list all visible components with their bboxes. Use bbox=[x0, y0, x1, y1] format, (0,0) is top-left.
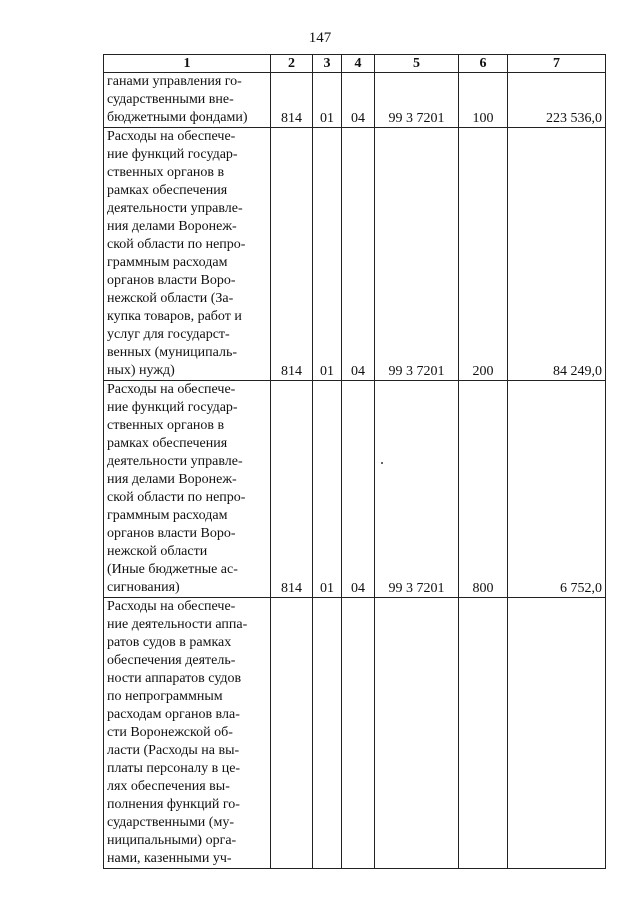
description-line: Расходы на обеспече- bbox=[107, 129, 236, 144]
cell-section: 01 bbox=[313, 73, 342, 128]
description-line: нежской области bbox=[107, 544, 208, 559]
row-description bbox=[104, 73, 271, 128]
description-line: граммным расходам bbox=[107, 508, 228, 523]
cell-code bbox=[271, 598, 313, 869]
description-line: ния делами Воронеж- bbox=[107, 219, 237, 234]
cell-subsection: 04 bbox=[342, 128, 375, 381]
table-row bbox=[104, 128, 606, 381]
header-col-1: 1 bbox=[104, 55, 271, 73]
description-line: граммным расходам bbox=[107, 255, 228, 270]
description-line: полнения функций го- bbox=[107, 797, 240, 812]
description-line: органов власти Воро- bbox=[107, 273, 236, 288]
description-line: сударственными (му- bbox=[107, 815, 234, 830]
cell-target: 99 3 7201 bbox=[375, 128, 459, 381]
table-body bbox=[104, 73, 606, 869]
cell-code: 814 bbox=[271, 381, 313, 598]
cell-section: 01 bbox=[313, 381, 342, 598]
description-line: ние функций государ- bbox=[107, 147, 238, 162]
cell-section: 01 bbox=[313, 128, 342, 381]
description-line: ности аппаратов судов bbox=[107, 671, 242, 686]
description-line: платы персоналу в це- bbox=[107, 761, 241, 776]
description-line: ния делами Воронеж- bbox=[107, 472, 237, 487]
header-col-6: 6 bbox=[459, 55, 508, 73]
description-line: ственных органов в bbox=[107, 418, 225, 433]
cell-target bbox=[375, 598, 459, 869]
table-row bbox=[104, 73, 606, 128]
description-line: ние деятельности аппа- bbox=[107, 617, 248, 632]
row-description bbox=[104, 128, 271, 381]
description-line: Расходы на обеспече- bbox=[107, 599, 236, 614]
cell-type bbox=[459, 598, 508, 869]
table-row bbox=[104, 598, 606, 869]
cell-target: 99 3 7201 bbox=[375, 381, 459, 598]
description-line: рамках обеспечения bbox=[107, 436, 228, 451]
row-description bbox=[104, 598, 271, 869]
cell-code: 814 bbox=[271, 73, 313, 128]
cell-subsection bbox=[342, 598, 375, 869]
description-line: ласти (Расходы на вы- bbox=[107, 743, 240, 758]
description-line: обеспечения деятель- bbox=[107, 653, 236, 668]
cell-code: 814 bbox=[271, 128, 313, 381]
cell-type: 200 bbox=[459, 128, 508, 381]
header-col-5: 5 bbox=[375, 55, 459, 73]
description-line: нами, казенными уч- bbox=[107, 851, 232, 866]
cell-target: 99 3 7201 bbox=[375, 73, 459, 128]
description-line: ственных органов в bbox=[107, 165, 225, 180]
description-line: ской области по непро- bbox=[107, 237, 246, 252]
description-line: нежской области (За- bbox=[107, 291, 234, 306]
cell-amount: 84 249,0 bbox=[508, 128, 606, 381]
description-line: ратов судов в рамках bbox=[107, 635, 232, 650]
header-col-3: 3 bbox=[313, 55, 342, 73]
description-line: ных) нужд) bbox=[107, 363, 175, 378]
cell-type: 800 bbox=[459, 381, 508, 598]
cell-subsection: 04 bbox=[342, 381, 375, 598]
description-line: Расходы на обеспече- bbox=[107, 382, 236, 397]
description-line: рамках обеспечения bbox=[107, 183, 228, 198]
description-line: купка товаров, работ и bbox=[107, 309, 242, 324]
description-line: расходам органов вла- bbox=[107, 707, 240, 722]
header-col-2: 2 bbox=[271, 55, 313, 73]
table-row bbox=[104, 381, 606, 598]
table-header-row bbox=[104, 55, 606, 73]
description-line: деятельности управле- bbox=[107, 201, 243, 216]
description-line: сигнования) bbox=[107, 580, 180, 595]
description-line: по непрограммным bbox=[107, 689, 223, 704]
description-line: сти Воронежской об- bbox=[107, 725, 233, 740]
cell-amount: 6 752,0 bbox=[508, 381, 606, 598]
scan-speck bbox=[381, 462, 383, 464]
description-line: ниципальными) орга- bbox=[107, 833, 237, 848]
cell-amount bbox=[508, 598, 606, 869]
description-line: лях обеспечения вы- bbox=[107, 779, 230, 794]
row-description bbox=[104, 381, 271, 598]
description-line: (Иные бюджетные ас- bbox=[107, 562, 238, 577]
description-line: органов власти Воро- bbox=[107, 526, 236, 541]
header-col-4: 4 bbox=[342, 55, 375, 73]
page-number: 147 bbox=[308, 30, 332, 46]
description-line: услуг для государст- bbox=[107, 327, 230, 342]
description-line: деятельности управле- bbox=[107, 454, 243, 469]
cell-amount: 223 536,0 bbox=[508, 73, 606, 128]
description-line: сударственными вне- bbox=[107, 92, 234, 107]
description-line: ской области по непро- bbox=[107, 490, 246, 505]
description-line: бюджетными фондами) bbox=[107, 110, 248, 125]
cell-section bbox=[313, 598, 342, 869]
budget-table bbox=[103, 54, 606, 869]
header-col-7: 7 bbox=[508, 55, 606, 73]
cell-type: 100 bbox=[459, 73, 508, 128]
description-line: венных (муниципаль- bbox=[107, 345, 237, 360]
cell-subsection: 04 bbox=[342, 73, 375, 128]
description-line: ганами управления го- bbox=[107, 74, 242, 89]
description-line: ние функций государ- bbox=[107, 400, 238, 415]
